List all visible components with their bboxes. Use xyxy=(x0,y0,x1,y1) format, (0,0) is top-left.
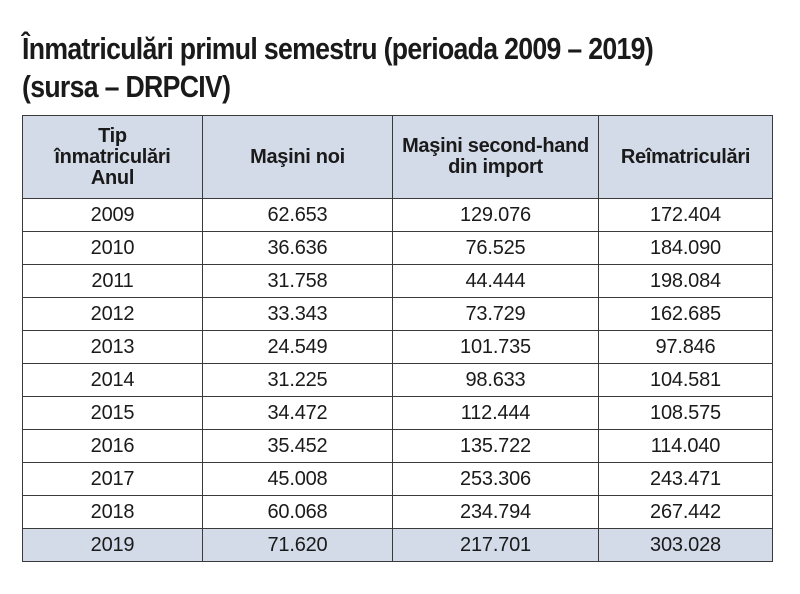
table-body xyxy=(23,199,773,562)
cell-year: 2015 xyxy=(23,397,203,430)
table-row xyxy=(23,364,773,397)
cell-secondhand-cars: 101.735 xyxy=(393,331,599,364)
cell-secondhand-cars: 98.633 xyxy=(393,364,599,397)
table-row xyxy=(23,199,773,232)
cell-reregistrations: 243.471 xyxy=(599,463,773,496)
cell-secondhand-cars: 76.525 xyxy=(393,232,599,265)
cell-reregistrations: 104.581 xyxy=(599,364,773,397)
table-row xyxy=(23,529,773,562)
table-row xyxy=(23,463,773,496)
cell-new-cars: 36.636 xyxy=(203,232,393,265)
cell-secondhand-cars: 44.444 xyxy=(393,265,599,298)
cell-secondhand-cars: 217.701 xyxy=(393,529,599,562)
header-secondhand-line-2: din import xyxy=(448,156,543,178)
cell-new-cars: 60.068 xyxy=(203,496,393,529)
cell-new-cars: 35.452 xyxy=(203,430,393,463)
cell-secondhand-cars: 129.076 xyxy=(393,199,599,232)
cell-new-cars: 31.758 xyxy=(203,265,393,298)
cell-secondhand-cars: 234.794 xyxy=(393,496,599,529)
cell-reregistrations: 162.685 xyxy=(599,298,773,331)
header-year-type-line-1: Tip xyxy=(98,124,127,147)
cell-year: 2009 xyxy=(23,199,203,232)
cell-new-cars: 31.225 xyxy=(203,364,393,397)
header-year-type-line-2: înmatriculări xyxy=(54,145,171,168)
table-row xyxy=(23,496,773,529)
cell-reregistrations: 198.084 xyxy=(599,265,773,298)
cell-secondhand-cars: 253.306 xyxy=(393,463,599,496)
table-header xyxy=(23,116,773,199)
registrations-table xyxy=(22,115,773,562)
cell-year: 2016 xyxy=(23,430,203,463)
cell-reregistrations: 97.846 xyxy=(599,331,773,364)
page-title xyxy=(22,30,676,106)
cell-year: 2012 xyxy=(23,298,203,331)
cell-year: 2013 xyxy=(23,331,203,364)
cell-reregistrations: 303.028 xyxy=(599,529,773,562)
cell-secondhand-cars: 135.722 xyxy=(393,430,599,463)
cell-year: 2014 xyxy=(23,364,203,397)
cell-year: 2019 xyxy=(23,529,203,562)
cell-year: 2017 xyxy=(23,463,203,496)
header-reregistrations: Reîmatriculări xyxy=(599,116,773,199)
header-new-cars: Maşini noi xyxy=(203,116,393,199)
table-row xyxy=(23,232,773,265)
cell-year: 2011 xyxy=(23,265,203,298)
cell-new-cars: 34.472 xyxy=(203,397,393,430)
cell-new-cars: 45.008 xyxy=(203,463,393,496)
cell-reregistrations: 184.090 xyxy=(599,232,773,265)
cell-reregistrations: 108.575 xyxy=(599,397,773,430)
cell-new-cars: 71.620 xyxy=(203,529,393,562)
cell-reregistrations: 267.442 xyxy=(599,496,773,529)
cell-reregistrations: 114.040 xyxy=(599,430,773,463)
header-secondhand-cars xyxy=(393,116,599,199)
table-row xyxy=(23,298,773,331)
table-row xyxy=(23,265,773,298)
cell-new-cars: 33.343 xyxy=(203,298,393,331)
cell-new-cars: 24.549 xyxy=(203,331,393,364)
title-line-1: Înmatriculări primul semestru (perioada 2009 – 2019) xyxy=(22,31,654,66)
registrations-table-container xyxy=(22,115,772,575)
header-secondhand-line-1: Maşini second-hand xyxy=(402,135,589,157)
cell-year: 2018 xyxy=(23,496,203,529)
table-row xyxy=(23,430,773,463)
header-row xyxy=(23,116,773,199)
cell-secondhand-cars: 73.729 xyxy=(393,298,599,331)
cell-new-cars: 62.653 xyxy=(203,199,393,232)
cell-year: 2010 xyxy=(23,232,203,265)
cell-secondhand-cars: 112.444 xyxy=(393,397,599,430)
header-year-type xyxy=(23,116,203,199)
header-year-type-line-3: Anul xyxy=(90,166,135,189)
title-line-2: (sursa – DRPCIV) xyxy=(22,69,231,104)
table-row xyxy=(23,331,773,364)
cell-reregistrations: 172.404 xyxy=(599,199,773,232)
table-row xyxy=(23,397,773,430)
